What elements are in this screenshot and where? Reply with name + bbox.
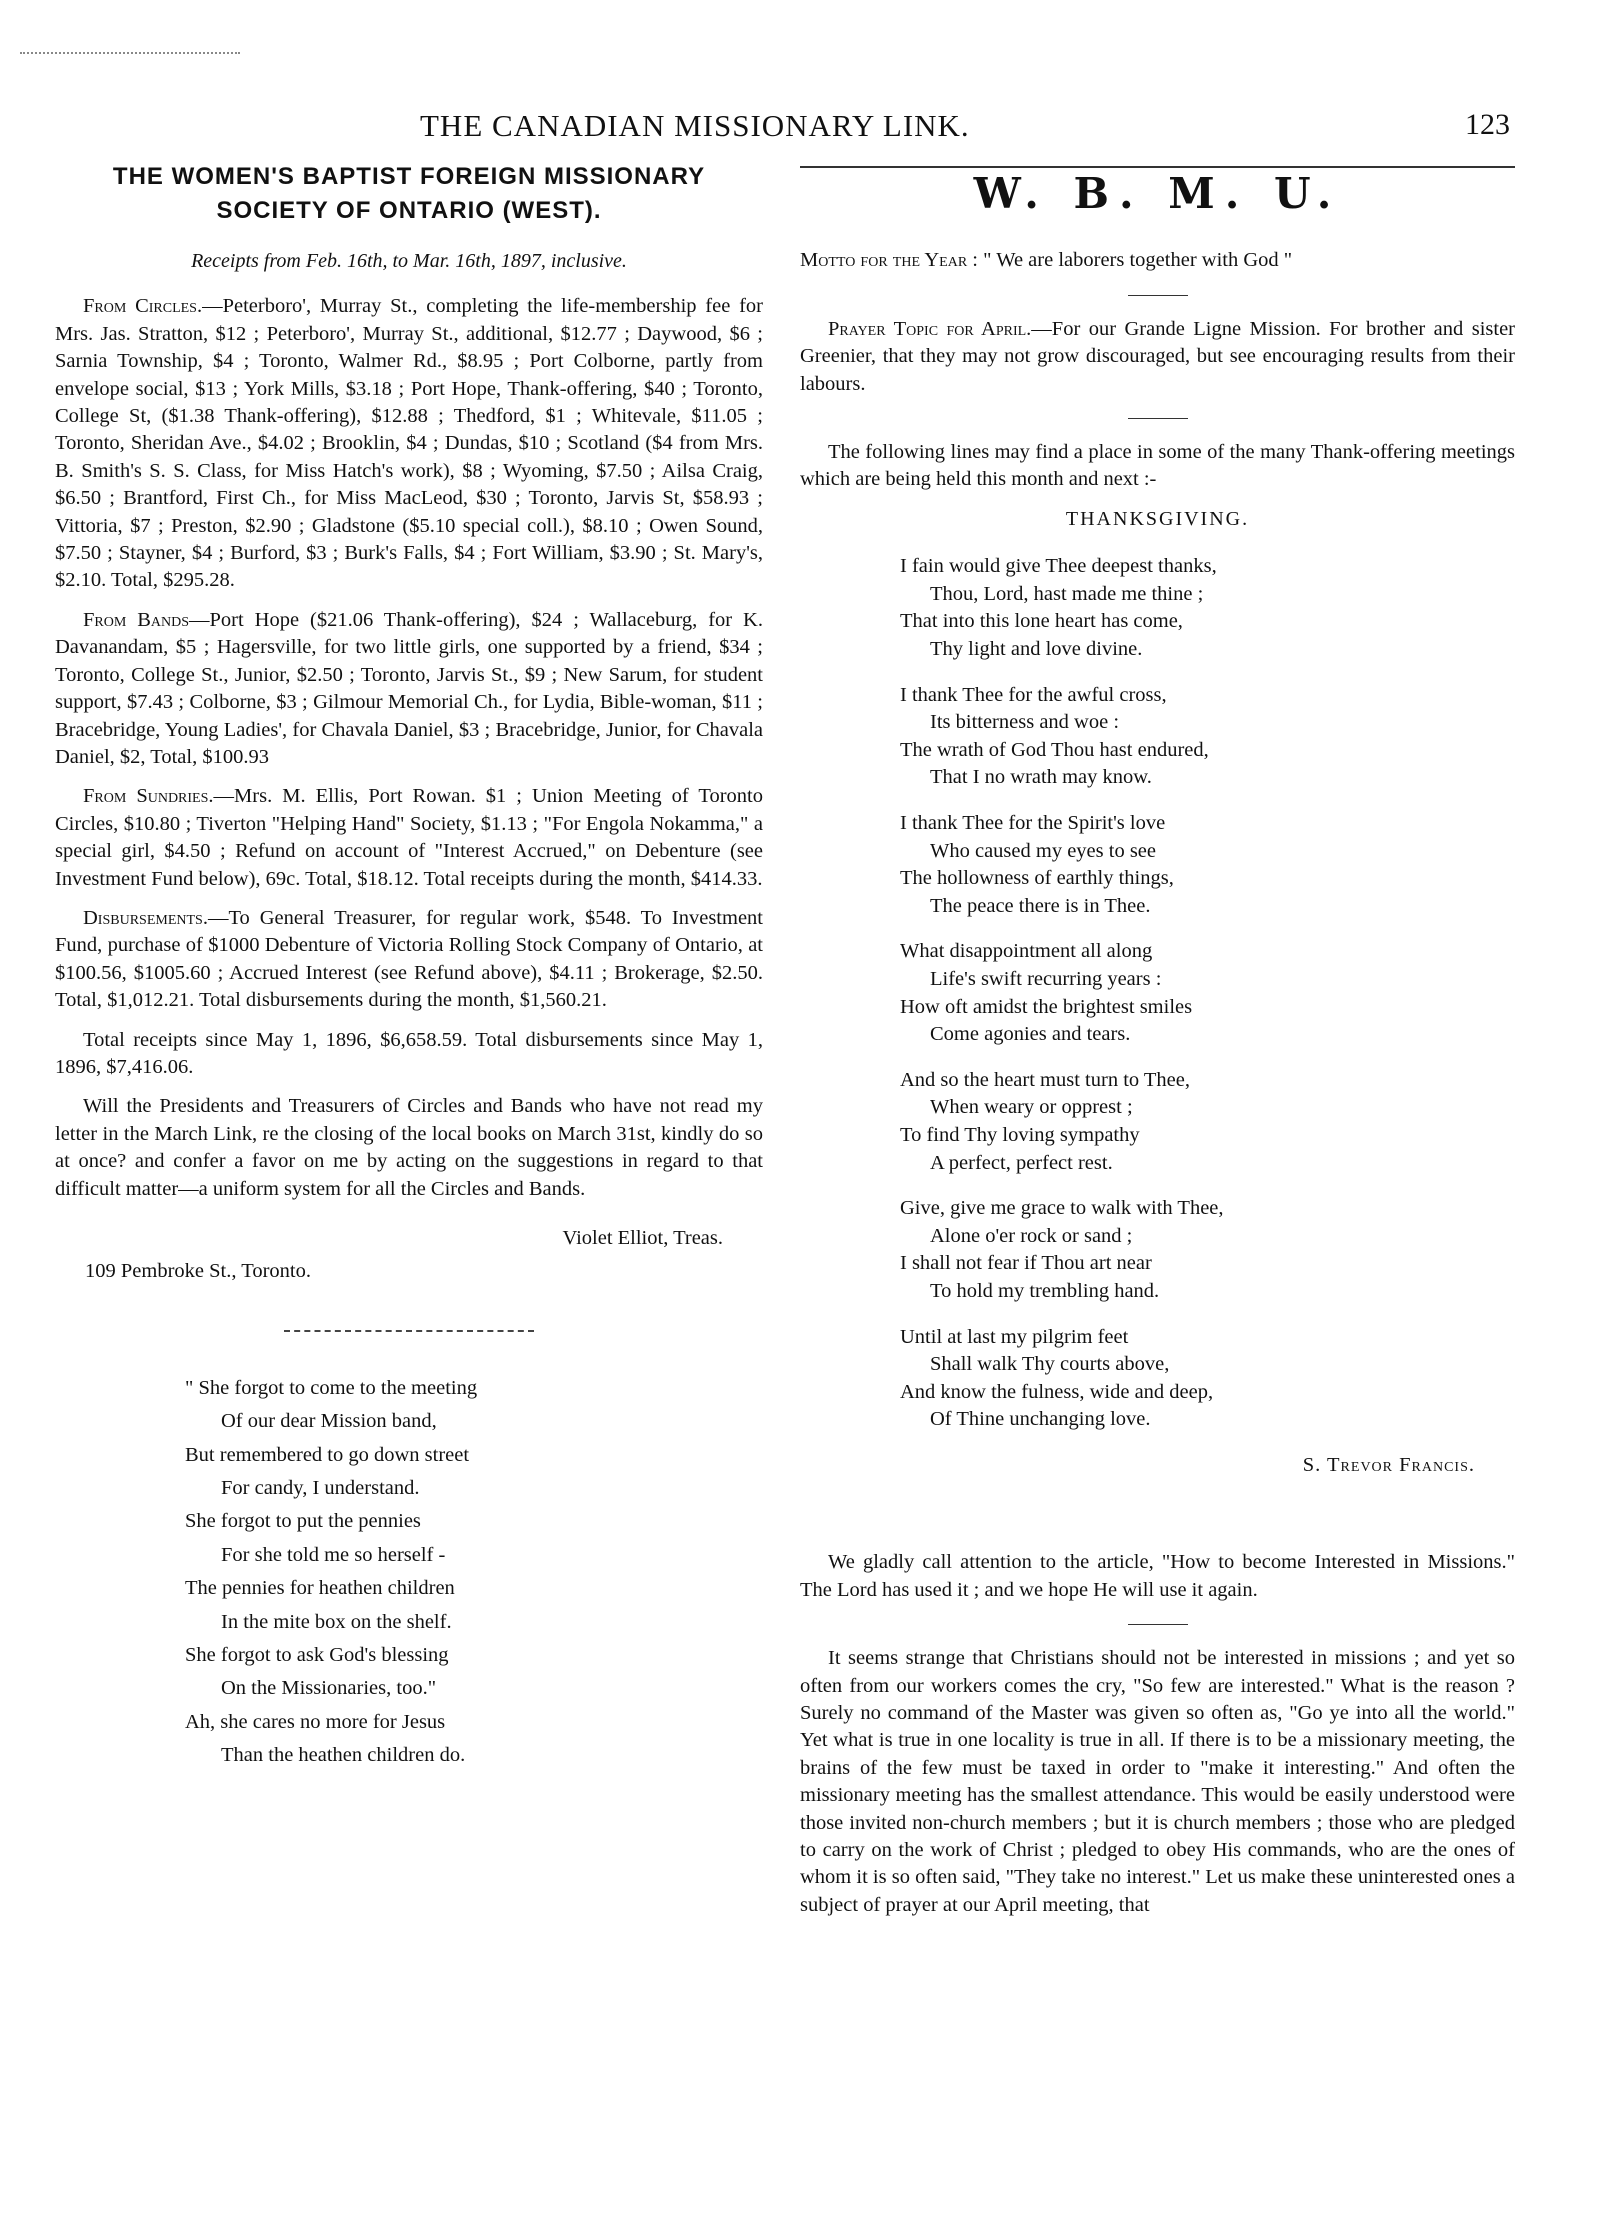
poem-line: Of Thine unchanging love.: [930, 1408, 1151, 1431]
bands-label: From Bands: [83, 608, 190, 631]
poem-line: But remembered to go down street: [185, 1443, 470, 1466]
poem-line: Life's swift recurring years :: [930, 967, 1162, 990]
poem-line: Thy light and love divine.: [930, 638, 1143, 661]
section-heading-line-1: THE WOMEN'S BAPTIST FOREIGN MISSIONARY: [112, 163, 706, 190]
poem-line: Come agonies and tears.: [930, 1023, 1131, 1046]
poem-line: Its bitterness and woe :: [930, 711, 1120, 734]
poem-line: To hold my trembling hand.: [930, 1279, 1160, 1302]
poem-line: I fain would give Thee deepest thanks,: [900, 555, 1217, 578]
poem-line: That I no wrath may know.: [930, 766, 1152, 789]
poem-line: She forgot to put the pennies: [185, 1510, 421, 1533]
stanza: [900, 682, 1515, 792]
poem-line: Than the heathen children do.: [221, 1744, 466, 1767]
presidents-paragraph: Will the Presidents and Treasurers of Circles and Bands who have not read my letter in the March Link, re the closing of the local books on March 31st, kindly do so at once? and confer a favor on me by acting on the suggestions in regard to that difficult matter—a uniform system for all the Circles and Bands.: [55, 1095, 763, 1200]
poem-line: And know the fulness, wide and deep,: [900, 1380, 1214, 1403]
poem-line: When weary or opprest ;: [930, 1096, 1133, 1119]
section-heading-line-2: SOCIETY OF ONTARIO (WEST).: [216, 197, 602, 224]
poem-line: She forgot to ask God's blessing: [185, 1644, 449, 1667]
sundries-text: —Mrs. M. Ellis, Port Rowan. $1 ; Union Meeting of Toronto Circles, $10.80 ; Tiverton "Helping Hand" Society, $1.13 ; "For Engola Nokamma," a special girl, $4.50 ; Refund on account of "Interest Accrued," on Debenture (see Investment Fund below), 69c. Total, $18.12. Total receipts during the month, $414.33.: [55, 785, 763, 890]
stanza: [900, 810, 1515, 920]
poem-line: That into this lone heart has come,: [900, 610, 1183, 633]
spacer: [800, 1479, 1515, 1549]
poem-line: The hollowness of earthly things,: [900, 867, 1174, 890]
divider: [1128, 295, 1188, 296]
treasurer-signature: Violet Elliot, Treas.: [562, 1227, 723, 1249]
poem-line: Shall walk Thy courts above,: [930, 1353, 1170, 1376]
gladly-paragraph: We gladly call attention to the article, "How to become Interested in Missions." The Lord has used it ; and we hope He will use it again.: [800, 1551, 1515, 1601]
strange-paragraph: It seems strange that Christians should not be interested in missions ; and yet so often from our workers comes the cry, "So few are interested." What is the reason ? Surely no command of the Master was given so often as, "Go ye into all the world." Yet what is true in one locality is true in all. If there is to be a missionary meeting, the brains of the few must be taxed in order to "make it interesting." And often the missionary meeting has the smallest attendance. This would be easily understood were those invited non-church members ; but it is church members ; those who are pledged to carry on the work of Christ ; pledged to obey His commands, who are the ones of whom it is so often said, "They take no interest." Let us make these uninterested ones a subject of prayer at our April meeting, that: [800, 1647, 1515, 1916]
poem-line: Until at last my pilgrim feet: [900, 1325, 1129, 1348]
circles-paragraph: [55, 293, 763, 594]
stanza: [900, 1067, 1515, 1177]
poem-line: Ah, she cares no more for Jesus: [185, 1710, 446, 1733]
stanza: [900, 1195, 1515, 1305]
page-header: [40, 108, 1520, 148]
poem-line: On the Missionaries, too.": [221, 1677, 437, 1700]
bands-paragraph: [55, 607, 763, 771]
receipts-dates: Receipts from Feb. 16th, to Mar. 16th, 1897, inclusive.: [191, 250, 627, 272]
journal-title: THE CANADIAN MISSIONARY LINK.: [420, 108, 970, 143]
poem-line: A perfect, perfect rest.: [930, 1151, 1113, 1174]
circles-text: —Peterboro', Murray St., completing the life-membership fee for Mrs. Jas. Stratton, $12 ; Peterboro', Murray St., additional, $12.77 ; Daywood, $6 ; Sarnia Township, $4 ; Toronto, Walmer Rd., $8.95 ; Port Colborne, partly from envelope social, $13 ; York Mills, $3.18 ; Port Hope, Thank-offering, $40 ; Toronto, College St, ($1.38 Thank-offering), $12.88 ; Thedford, $1 ; Whitevale, $11.05 ; Toronto, Sheridan Ave., $4.02 ; Brooklin, $4 ; Dundas, $10 ; Scotland ($4 from Mrs. B. Smith's S. S. Class, for Miss Hatch's work), $8 ; Wyoming, $7.50 ; Ailsa Craig, $6.50 ; Brantford, First Ch., for Miss MacLeod, $30 ; Toronto, Jarvis St, $58.93 ; Vittoria, $7 ; Preston, $2.90 ; Gladstone ($5.10 special coll.), $8.10 ; Owen Sound, $7.50 ; Stayner, $4 ; Burford, $3 ; Burk's Falls, $4 ; Fort William, $3.90 ; St. Mary's, $2.10. Total, $295.28.: [55, 295, 763, 592]
stanza: [900, 938, 1515, 1048]
prayer-paragraph: [800, 316, 1515, 398]
poem-line: I thank Thee for the Spirit's love: [900, 812, 1166, 834]
right-column: [800, 160, 1515, 1931]
poem-line: And so the heart must turn to Thee,: [900, 1068, 1190, 1091]
poem-line: Of our dear Mission band,: [221, 1410, 437, 1433]
poem-line: I shall not fear if Thou art near: [900, 1252, 1152, 1275]
prayer-label: Prayer Topic for April.: [828, 317, 1032, 340]
divider: [284, 1330, 534, 1332]
bands-text: —Port Hope ($21.06 Thank-offering), $24 ; Wallaceburg, for K. Davanandam, $5 ; Hagersville, for two little girls, one supported by a friend, $34 ; Toronto, College St., Junior, $2.50 ; Toronto, Jarvis St., $9 ; New Sarum, for student support, $7.43 ; Colborne, $3 ; Gilmour Memorial Ch., for Lydia, Bible-woman, $11 ; Bracebridge, Young Ladies', for Chavala Daniel, $3 ; Bracebridge, Junior, for Chavala Daniel, $2, Total, $100.93: [55, 608, 763, 768]
poem-line: To find Thy loving sympathy: [900, 1123, 1140, 1146]
column-rule: [800, 166, 1515, 168]
intro-paragraph: The following lines may find a place in some of the many Thank-offering meetings which are being held this month and next :-: [800, 441, 1515, 491]
poem-she-forgot: [185, 1372, 763, 1773]
divider: [1128, 1624, 1188, 1625]
divider: [1128, 418, 1188, 419]
sundries-label: From Sundries.: [83, 785, 214, 808]
poem-line: The pennies for heathen children: [185, 1577, 455, 1600]
left-column: [55, 160, 763, 1773]
disbursements-label: Disbursements.: [83, 906, 208, 929]
poem-author: S. Trevor Francis.: [1302, 1453, 1475, 1476]
poem-line: What disappointment all along: [900, 940, 1153, 963]
poem-line: Give, give me grace to walk with Thee,: [900, 1197, 1224, 1220]
totals-paragraph: Total receipts since May 1, 1896, $6,658.59. Total disbursements since May 1, 1896, $7,416.06.: [55, 1028, 763, 1078]
treasurer-address: 109 Pembroke St., Toronto.: [85, 1260, 311, 1283]
wbmu-heading: W. B. M. U.: [973, 169, 1342, 218]
poem-line: The peace there is in Thee.: [930, 894, 1151, 917]
poem-title: THANKSGIVING.: [1065, 507, 1250, 530]
stanza: [900, 1324, 1515, 1434]
poem-line: Alone o'er rock or sand ;: [930, 1224, 1133, 1247]
stanza: [900, 553, 1515, 663]
poem-line: I thank Thee for the awful cross,: [900, 683, 1167, 706]
poem-line: " She forgot to come to the meeting: [185, 1376, 478, 1399]
motto-label: Motto for the Year :: [800, 249, 978, 272]
page-number: 123: [1465, 108, 1510, 141]
poem-line: The wrath of God Thou hast endured,: [900, 738, 1209, 761]
poem-line: Who caused my eyes to see: [930, 839, 1156, 862]
sundries-paragraph: [55, 783, 763, 893]
motto-text: " We are laborers together with God ": [983, 249, 1293, 272]
scan-mark: [20, 52, 240, 58]
circles-label: From Circles.: [83, 295, 203, 318]
poem-line: How oft amidst the brightest smiles: [900, 995, 1193, 1018]
poem-line: Thou, Lord, hast made me thine ;: [930, 582, 1204, 605]
poem-line: For she told me so herself -: [221, 1543, 446, 1566]
poem-line: For candy, I understand.: [221, 1477, 420, 1500]
prayer-text: —For our Grande Ligne Mission. For brother and sister Greenier, that they may not grow discouraged, but see encouraging results from their labours.: [800, 317, 1515, 395]
poem-line: In the mite box on the shelf.: [221, 1610, 452, 1633]
disbursements-text: —To General Treasurer, for regular work, $548. To Investment Fund, purchase of $1000 Debenture of Victoria Rolling Stock Company of Ontario, at $100.56, $1005.60 ; Accrued Interest (see Refund above), $4.11 ; Brokerage, $2.50. Total, $1,012.21. Total disbursements during the month, $1,560.21.: [55, 906, 763, 1012]
disbursements-paragraph: [55, 905, 763, 1015]
motto-paragraph: [800, 247, 1515, 274]
